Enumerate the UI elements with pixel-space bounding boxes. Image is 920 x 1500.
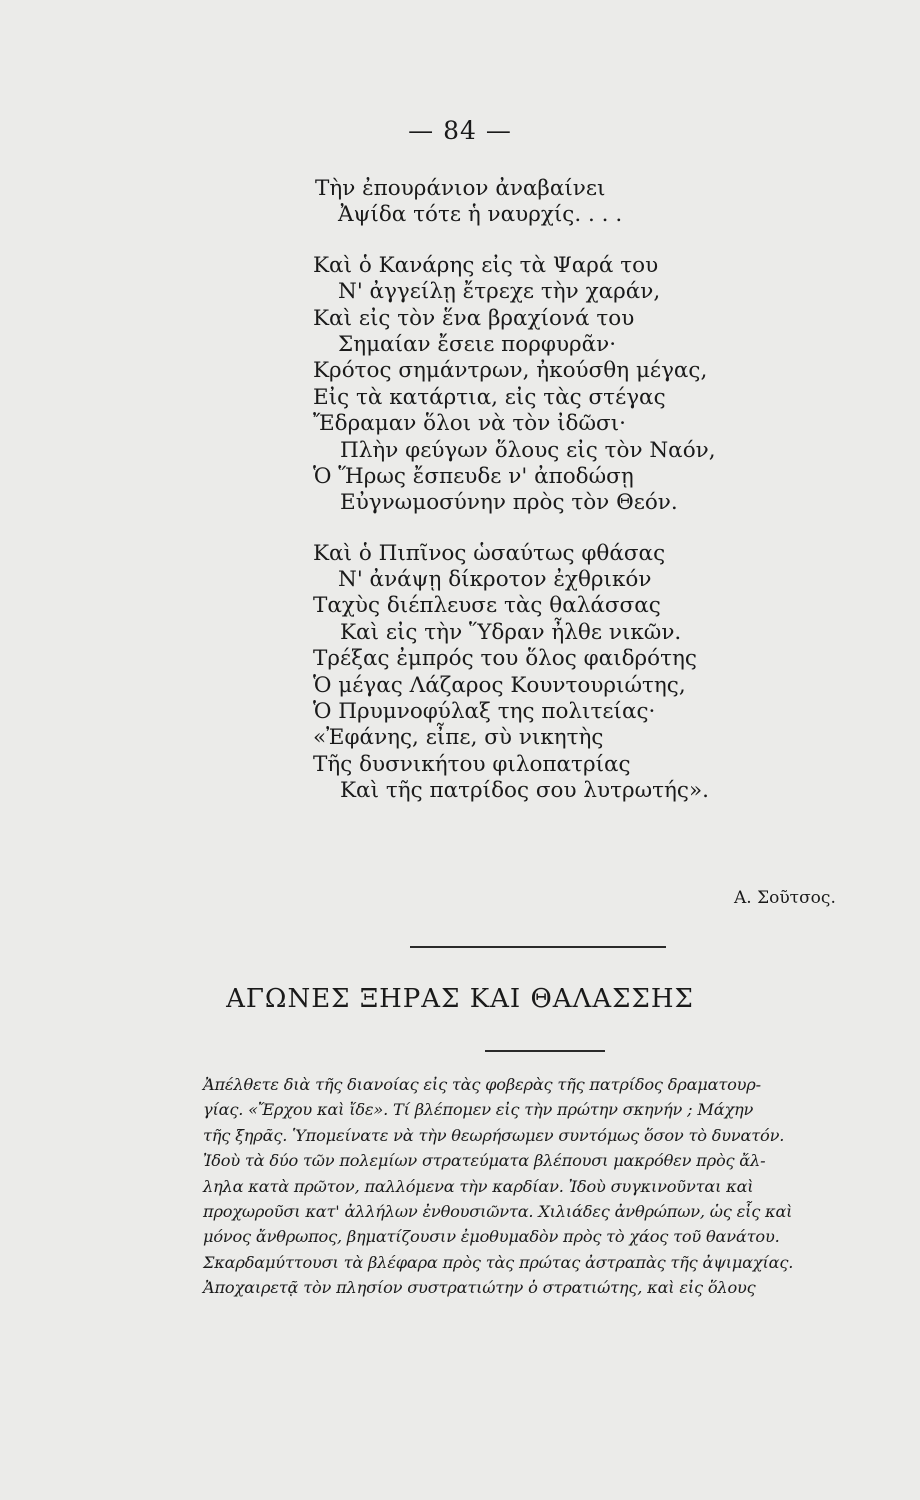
prose-paragraph — [203, 1072, 915, 1301]
prose-line: γίας. «Ἔρχου καὶ ἴδε». Τί βλέπομεν εἰς τὴν πρώτην σκηνήν ; Μάχην — [203, 1100, 754, 1120]
poem-line: Σημαίαν ἔσειε πορφυρᾶν· — [338, 331, 617, 357]
poem-line: Ν' ἀγγείλῃ ἔτρεχε τὴν χαράν, — [338, 279, 661, 305]
poem-line: Τῆς δυσνικήτου φιλοπατρίας — [313, 751, 631, 777]
poem — [0, 176, 920, 829]
poem-line: Καὶ εἰς τὸν ἕνα βραχίονά του — [313, 305, 635, 331]
poem-line: Εἰς τὰ κατάρτια, εἰς τὰς στέγας — [313, 384, 666, 410]
poem-line: Ταχὺς διέπλευσε τὰς θαλάσσας — [313, 593, 661, 619]
poem-line: Τὴν ἐπουράνιον ἀναβαίνει — [315, 176, 606, 201]
page-number: — 84 — — [408, 116, 512, 145]
poem-signature: Α. Σοῦτσος. — [734, 888, 836, 908]
poem-line: Ν' ἀνάψῃ δίκροτον ἐχθρικόν — [338, 567, 652, 593]
poem-line: Εὐγνωμοσύνην πρὸς τὸν Θεόν. — [340, 490, 678, 516]
poem-line: Κρότος σημάντρων, ἠκούσθη μέγας, — [313, 358, 708, 384]
poem-line: Ἀψίδα τότε ἡ ναυρχίς. . . . — [338, 202, 623, 228]
section-divider-bottom — [485, 1050, 605, 1052]
prose-line: Ἀποχαιρετᾷ τὸν πλησίον συστρατιώτην ὁ στρατιώτης, καὶ εἰς ὅλους — [203, 1278, 756, 1298]
poem-line: Ὁ μέγας Λάζαρος Κουντουριώτης, — [313, 672, 686, 698]
prose-line: Ἰδοὺ τὰ δύο τῶν πολεμίων στρατεύματα βλέπουσι μακρόθεν πρὸς ἄλ- — [203, 1151, 766, 1171]
poem-line: Καὶ ὁ Πιπῖνος ὡσαύτως φθάσας — [313, 540, 666, 566]
prose-line: προχωροῦσι κατ' ἀλλήλων ἐνθουσιῶντα. Χιλιάδες ἀνθρώπων, ὡς εἷς καὶ — [203, 1201, 793, 1221]
poem-line: Ὁ Πρυμνοφύλαξ της πολιτείας· — [313, 699, 656, 725]
poem-line: Καὶ ὁ Κανάρης εἰς τὰ Ψαρά του — [313, 252, 659, 278]
poem-line: Τρέξας ἐμπρός του ὅλος φαιδρότης — [313, 646, 697, 672]
prose-line: Σκαρδαμύττουσι τὰ βλέφαρα πρὸς τὰς πρώτας ἀστραπὰς τῆς ἀψιμαχίας. — [203, 1252, 794, 1272]
poem-line: «Ἐφάνης, εἶπε, σὺ νικητὴς — [313, 725, 604, 751]
prose-line: μόνος ἄνθρωπος, βηματίζουσιν ἐμοθυμαδὸν πρὸς τὸ χάος τοῦ θανάτου. — [203, 1227, 780, 1247]
poem-stanza — [0, 541, 920, 805]
poem-line: Καὶ τῆς πατρίδος σου λυτρωτής». — [340, 778, 709, 804]
poem-line: Ἔδραμαν ὅλοι νὰ τὸν ἰδῶσι· — [313, 411, 626, 437]
prose-line: ληλα κατὰ πρῶτον, παλλόμενα τὴν καρδίαν. Ἰδοὺ συγκινοῦνται καὶ — [203, 1176, 754, 1196]
section-heading: ΑΓΩΝΕΣ ΞΗΡΑΣ ΚΑΙ ΘΑΛΑΣΣΗΣ — [226, 984, 694, 1014]
poem-stanza — [0, 176, 920, 229]
poem-line: Καὶ εἰς τὴν Ὕδραν ἦλθε νικῶν. — [340, 619, 682, 645]
section-divider-top — [410, 946, 666, 948]
poem-stanza — [0, 253, 920, 517]
poem-line: Πλὴν φεύγων ὅλους εἰς τὸν Ναόν, — [340, 437, 716, 463]
prose-line: τῆς ξηρᾶς. Ὑπομείνατε νὰ τὴν θεωρήσωμεν συντόμως ὅσον τὸ δυνατόν. — [203, 1125, 785, 1145]
poem-line: Ὁ Ἥρως ἔσπευδε ν' ἀποδώσῃ — [313, 463, 634, 489]
prose-line: Ἀπέλθετε διὰ τῆς διανοίας εἰς τὰς φοβερὰς τῆς πατρίδος δραματουρ- — [203, 1075, 761, 1094]
